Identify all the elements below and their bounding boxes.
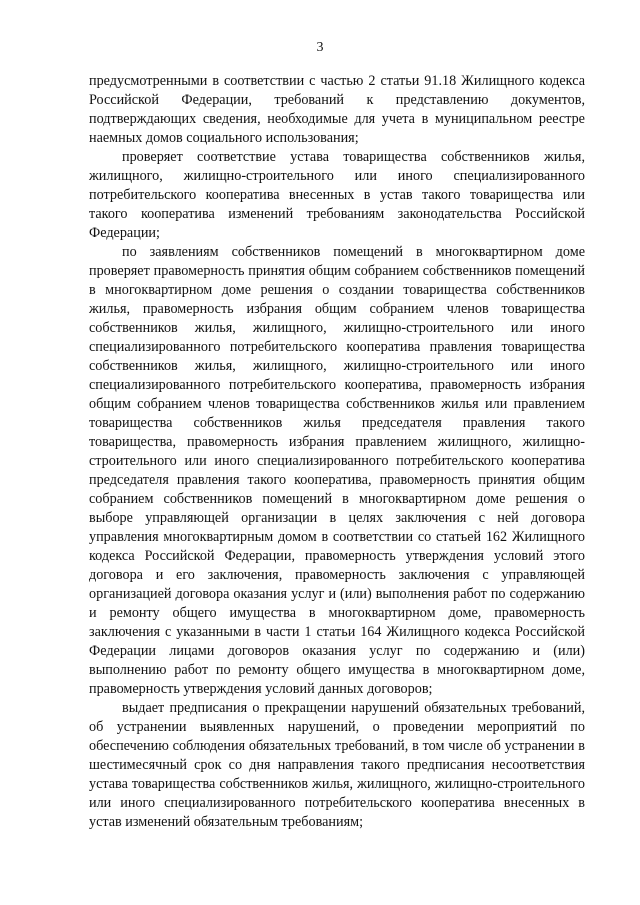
document-body [89,72,585,832]
paragraph-continuation: предусмотренными в соответствии с частью 2 статьи 91.18 Жилищного кодекса Российской Федерации, требований к представлению документов, подтверждающих сведения, необходимые для учета в муниципальном реестре наемных домов социального использования; [89,73,585,146]
page-number: 3 [316,40,324,55]
paragraph-legality-check: по заявлениям собственников помещений в многоквартирном доме проверяет правомерность принятия общим собранием собственников помещений в многоквартирном доме решения о создании товарищества собственников жилья, правомерность избрания общим собранием членов товарищества собственников жилья, жилищного, жилищно-строительного или иного специализированного потребительского кооператива правления товарищества собственников жилья, жилищного, жилищно-строительного или иного специализированного потребительского кооператива, правомерность избрания общим собранием членов товарищества собственников жилья или правлением товарищества собственников жилья председателя правления такого товарищества, правомерность избрания правлением жилищного, жилищно-строительного или иного специализированного потребительского кооператива председателя правления такого кооператива, правомерность принятия общим собранием собственников помещений в многоквартирном доме решения о выборе управляющей организации в целях заключения с ней договора управления многоквартирным домом в соответствии со статьей 162 Жилищного кодекса Российской Федерации, правомерность утверждения условий этого договора и его заключения, правомерность заключения с управляющей организацией договора оказания услуг и (или) выполнения работ по содержанию и ремонту общего имущества в многоквартирном доме, правомерность заключения с указанными в части 1 статьи 164 Жилищного кодекса Российской Федерации лицами договоров оказания услуг по содержанию и (или) выполнению работ по ремонту общего имущества в многоквартирном доме, правомерность утверждения условий данных договоров; [89,244,585,697]
paragraph-orders: выдает предписания о прекращении нарушений обязательных требований, об устранении выявленных нарушений, о проведении мероприятий по обеспечению соблюдения обязательных требований, в том числе об устранении в шестимесячный срок со дня направления такого предписания несоответствия устава товарищества собственников жилья, жилищного, жилищно-строительного или иного специализированного потребительского кооператива внесенных в устав изменений обязательным требованиям; [89,700,585,830]
paragraph-charter-check: проверяет соответствие устава товарищества собственников жилья, жилищного, жилищно-строительного или иного специализированного потребительского кооператива внесенных в устав такого товарищества или такого кооператива изменений требованиям законодательства Российской Федерации; [89,149,585,241]
